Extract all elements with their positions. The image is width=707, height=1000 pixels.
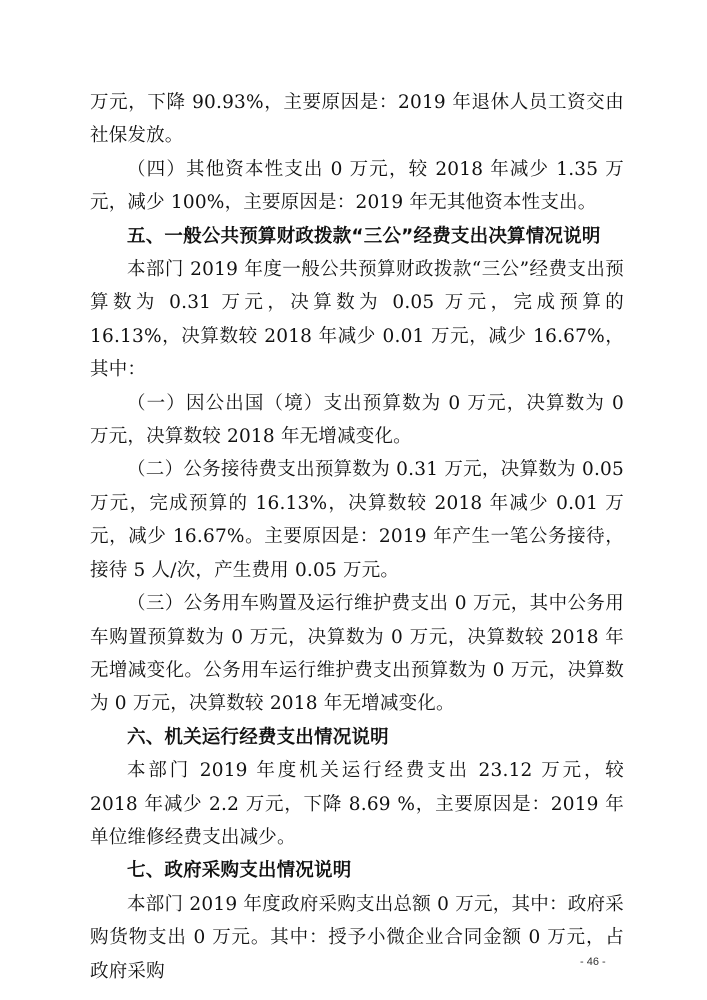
document-body — [90, 86, 624, 988]
paragraph-official-vehicles: （三）公务用车购置及运行维护费支出 0 万元，其中公务用车购置预算数为 0 万元，决算数为 0 万元，决算数较 2018 年无增减变化。公务用车运行维护费支出预算数为 0 万元，决算数为 0 万元，决算数较 2018 年无增减变化。 — [90, 593, 624, 715]
paragraph-three-public-summary: 本部门 2019 年度一般公共预算财政拨款“三公”经费支出预算数为 0.31 万元，决算数为 0.05 万元，完成预算的 16.13%，决算数较 2018 年减少 0.01 万元，减少 16.67%，其中： — [90, 259, 624, 381]
section-heading-three-public-expenses: 五、一般公共预算财政拨款“三公”经费支出决算情况说明 — [127, 225, 601, 247]
page-number: - 46 - — [580, 956, 606, 968]
paragraph-overseas-travel: （一）因公出国（境）支出预算数为 0 万元，决算数为 0 万元，决算数较 2018 年无增减变化。 — [90, 392, 624, 448]
paragraph-continuation: 万元，下降 90.93%，主要原因是：2019 年退休人员工资交由社保发放。 — [90, 92, 624, 147]
paragraph-government-procurement: 本部门 2019 年度政府采购支出总额 0 万元，其中：政府采购货物支出 0 万元。其中：授予小微企业合同金额 0 万元，占政府采购 — [90, 893, 624, 982]
section-heading-government-procurement: 七、政府采购支出情况说明 — [127, 860, 352, 882]
paragraph-other-capital-expenditure: （四）其他资本性支出 0 万元，较 2018 年减少 1.35 万元，减少 100%，主要原因是：2019 年无其他资本性支出。 — [90, 158, 624, 214]
section-heading-operating-expenses: 六、机关运行经费支出情况说明 — [127, 726, 389, 748]
paragraph-official-reception: （二）公务接待费支出预算数为 0.31 万元，决算数为 0.05 万元，完成预算的 16.13%，决算数较 2018 年减少 0.01 万元，减少 16.67%。主要原因是：2019 年产生一笔公务接待，接待 5 人/次，产生费用 0.05 万元。 — [90, 459, 624, 581]
paragraph-operating-expenses: 本部门 2019 年度机关运行经费支出 23.12 万元，较 2018 年减少 2.2 万元，下降 8.69 %，主要原因是：2019 年单位维修经费支出减少。 — [90, 760, 624, 848]
